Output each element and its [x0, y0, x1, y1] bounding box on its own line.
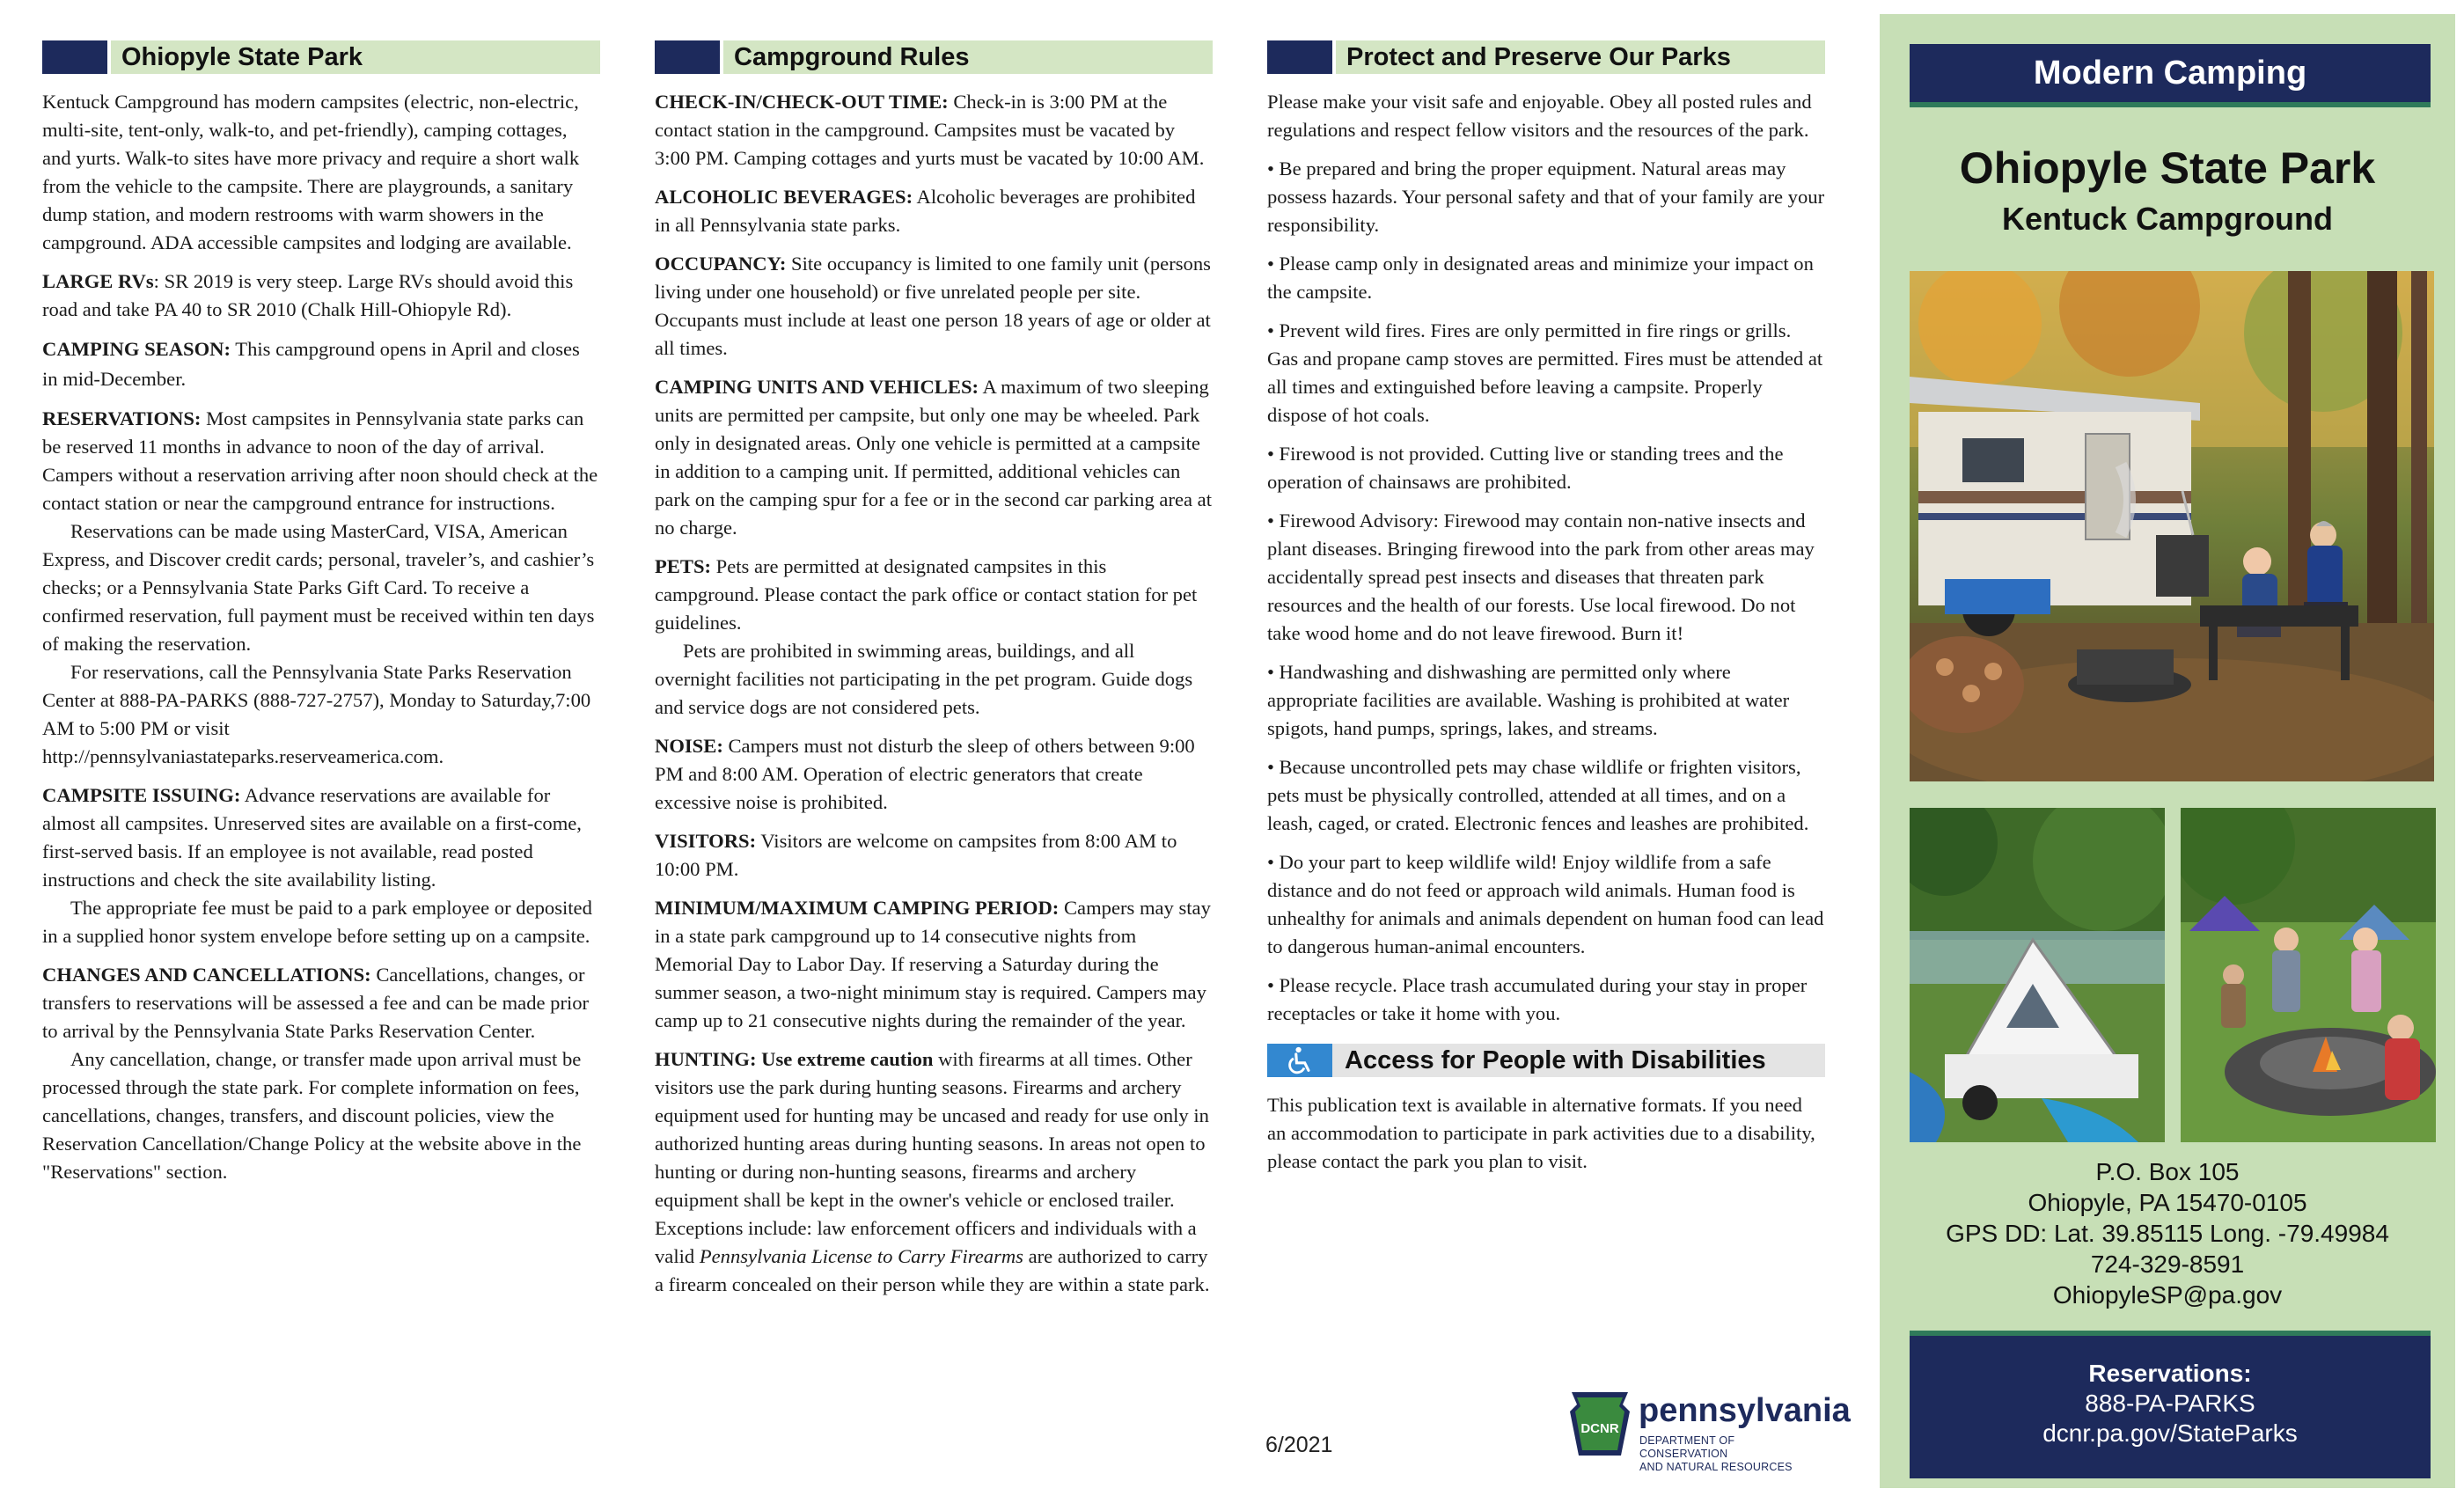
section-title: Protect and Preserve Our Parks	[1346, 42, 1731, 71]
aframe-trailer-photo	[1910, 808, 2165, 1142]
keystone-icon	[1568, 1390, 1632, 1457]
protect-bullet: • Handwashing and dishwashing are permitted only where appropriate facilities are available. Washing is prohibited at water spigots, hand pumps, springs, lakes, and streams.	[1267, 661, 1790, 739]
issuing-paragraph: CAMPSITE ISSUING: Advance reservations are available for almost all campsites. Unreserved sites are available on a first-come, first-served basis. If an employee is not available, read posted instructions and check the site availability listing.	[42, 784, 582, 891]
header-navy-block	[655, 40, 720, 74]
dcnr-logo	[1568, 1390, 1851, 1473]
address-line: P.O. Box 105	[2095, 1158, 2240, 1185]
protect-bullet: • Prevent wild fires. Fires are only permitted in fire rings or grills. Gas and propane camp stoves are permitted. Fires must be attended at all times and extinguished before leaving a campsite. Properly dispose of hot coals.	[1267, 319, 1823, 426]
noise-rule: NOISE: Campers must not disturb the sleep of others between 9:00 PM and 8:00 AM. Operation of electric generators that create excessive noise is prohibited.	[655, 735, 1195, 813]
campfire-family-photo	[2181, 808, 2436, 1142]
gps-coordinates: GPS DD: Lat. 39.85115 Long. -79.49984	[1946, 1220, 2389, 1247]
reservations-paragraph: RESERVATIONS: Most campsites in Pennsylvania state parks can be reserved 11 months in advance to noon of the day of arrival. Campers without a reservation arriving after noon should check at the contact station or near the campground entrance for instructions.	[42, 407, 598, 514]
protect-bullet: • Please camp only in designated areas and minimize your impact on the campsite.	[1267, 253, 1814, 303]
pets-rule: PETS: Pets are permitted at designated campsites in this campground. Please contact the park office or contact station for pet guidelines.	[655, 555, 1198, 634]
issuing-fee-paragraph: The appropriate fee must be paid to a park employee or deposited in a supplied honor system envelope before setting up on a campsite.	[42, 897, 592, 947]
cover-panel	[1880, 14, 2455, 1488]
header-navy-block	[1267, 40, 1332, 74]
accessibility-icon	[1267, 1044, 1332, 1077]
reservations-contact-paragraph: For reservations, call the Pennsylvania State Parks Reservation Center at 888-PA-PARKS (888-727-2757), Monday to Saturday,7:00 AM to 5:00 PM or visit http://pennsylvaniastateparks.reserveamerica.com.	[42, 661, 591, 767]
reservations-box	[1910, 1331, 2431, 1478]
access-paragraph: This publication text is available in alternative formats. If you need an accommodation to participate in park activities due to a disability, please contact the park you plan to visit.	[1267, 1094, 1815, 1172]
section-title: Access for People with Disabilities	[1345, 1045, 1766, 1074]
park-info-body	[42, 88, 600, 1186]
park-contact-address	[1880, 1156, 2455, 1310]
season-paragraph: CAMPING SEASON: This campground opens in April and closes in mid-December.	[42, 338, 580, 390]
alcohol-rule: ALCOHOLIC BEVERAGES: Alcoholic beverages are prohibited in all Pennsylvania state parks.	[655, 186, 1196, 236]
section-header-park	[42, 40, 600, 74]
period-rule: MINIMUM/MAXIMUM CAMPING PERIOD: Campers may stay in a state park campground up to 14 consecutive nights from Memorial Day to Labor Day. If reserving a Saturday during the summer season, a two-night minimum stay is required. Campers may camp up to 21 consecutive nights during the remainder of the year.	[655, 897, 1211, 1031]
park-title: Ohiopyle State Park	[1959, 143, 2376, 193]
protect-bullet: • Do your part to keep wildlife wild! Enjoy wildlife from a safe distance and do not feed or approach wild animals. Human food is unhealthy for animals and animals dependent on human food can lead to dangerous human-animal encounters.	[1267, 851, 1824, 957]
phone-number: 724-329-8591	[2090, 1250, 2245, 1278]
section-title: Campground Rules	[734, 42, 970, 71]
campground-subtitle: Kentuck Campground	[2001, 201, 2333, 237]
protect-body	[1267, 88, 1825, 1028]
section-header-access	[1267, 1044, 1825, 1077]
reservations-payment-paragraph: Reservations can be made using MasterCard, VISA, American Express, and Discover credit cards; personal, traveler’s, and cashier’s checks; or a Pennsylvania State Parks Gift Card. To receive a confirmed reservation, full payment must be received within ten days of making the reservation.	[42, 520, 595, 655]
header-navy-block	[42, 40, 107, 74]
protect-bullet: • Firewood is not provided. Cutting live or standing trees and the operation of chainsaws are prohibited.	[1267, 443, 1784, 493]
intro-paragraph: Kentuck Campground has modern campsites (electric, non-electric, multi-site, tent-only, walk-to, and pet-friendly), camping cottages, and yurts. Walk-to sites have more privacy and require a short walk from the vehicle to the campsite. There are playgrounds, a sanitary dump station, and modern restrooms with warm showers in the campground. ADA accessible campsites and lodging are available.	[42, 91, 580, 253]
camper-photo	[1910, 271, 2434, 781]
occupancy-rule: OCCUPANCY: Site occupancy is limited to one family unit (persons living under one household) or five unrelated people per site. Occupants must include at least one person 18 years of age or older at all times.	[655, 253, 1211, 359]
protect-bullet: • Firewood Advisory: Firewood may contain non-native insects and plant diseases. Bringing firewood into the park from other areas may accidentally spread pest insects and diseases that threaten park resources and the health of our forests. Use local firewood. Do not take wood home and do not leave firewood. Burn it!	[1267, 510, 1815, 644]
column-park-info	[42, 40, 600, 1197]
hunting-rule: HUNTING: Use extreme caution with firearms at all times. Other visitors use the park during hunting seasons. Firearms and archery equipment used for hunting may be uncased and ready for use only in authorized hunting areas during hunting seasons. In areas not open to hunting or during non-hunting seasons, firearms and archery equipment shall be kept in the owner's vehicle or enclosed trailer. Exceptions include: law enforcement officers and individuals with a valid Pennsylvania License to Carry Firearms are authorized to carry a firearm concealed on their person while they are within a state park.	[655, 1048, 1210, 1295]
column-campground-rules	[655, 40, 1213, 1309]
access-body	[1267, 1091, 1825, 1176]
protect-intro: Please make your visit safe and enjoyable. Obey all posted rules and regulations and respect fellow visitors and the resources of the park.	[1267, 91, 1812, 141]
protect-bullet: • Please recycle. Place trash accumulated during your stay in proper receptacles or take it home with you.	[1267, 974, 1808, 1024]
section-header-rules	[655, 40, 1213, 74]
pennsylvania-wordmark: pennsylvania	[1639, 1392, 1851, 1429]
rules-body	[655, 88, 1213, 1299]
pets-prohibited-paragraph: Pets are prohibited in swimming areas, buildings, and all overnight facilities not participating in the pet program. Guide dogs and service dogs are not considered pets.	[655, 640, 1193, 718]
column-protect-parks	[1267, 40, 1825, 1186]
section-title: Ohiopyle State Park	[121, 42, 363, 71]
protect-bullet: • Be prepared and bring the proper equipment. Natural areas may possess hazards. Your personal safety and that of your family are your responsibility.	[1267, 158, 1825, 236]
changes-paragraph: CHANGES AND CANCELLATIONS: Cancellations, changes, or transfers to reservations will be assessed a fee and can be made prior to arrival by the Pennsylvania State Parks Reservation Center.	[42, 964, 590, 1042]
address-line: Ohiopyle, PA 15470-0105	[2028, 1189, 2307, 1216]
reservations-website[interactable]: dcnr.pa.gov/StateParks	[2042, 1419, 2298, 1447]
department-name: DEPARTMENT OF CONSERVATION AND NATURAL RESOURCES	[1639, 1434, 1793, 1473]
large-rvs-paragraph: LARGE RVs: SR 2019 is very steep. Large RVs should avoid this road and take PA 40 to SR 2010 (Chalk Hill-Ohiopyle Rd).	[42, 270, 574, 320]
protect-bullet: • Because uncontrolled pets may chase wildlife or frighten visitors, pets must be physically controlled, attended at all times, and on a leash, caged, or crated. Electronic fences and leashes are prohibited.	[1267, 756, 1809, 834]
email-address[interactable]: OhiopyleSP@pa.gov	[2052, 1281, 2283, 1309]
reservations-phone: 888-PA-PARKS	[2085, 1390, 2255, 1417]
modern-camping-banner: Modern Camping	[1910, 44, 2431, 107]
section-header-protect	[1267, 40, 1825, 74]
visitors-rule: VISITORS: Visitors are welcome on campsites from 8:00 AM to 10:00 PM.	[655, 830, 1177, 880]
checkin-rule: CHECK-IN/CHECK-OUT TIME: Check-in is 3:00 PM at the contact station in the campground. Campsites must be vacated by 3:00 PM. Camping cottages and yurts must be vacated by 10:00 AM.	[655, 91, 1205, 169]
publication-date: 6/2021	[1265, 1433, 1333, 1457]
svg-text:DCNR: DCNR	[1580, 1421, 1619, 1436]
units-rule: CAMPING UNITS AND VEHICLES: A maximum of two sleeping units are permitted per campsite, but only one may be wheeled. Park only in designated areas. Only one vehicle is permitted at a campsite in addition to a camping unit. If permitted, additional vehicles can park on the camping spur for a fee or in the second car parking area at no charge.	[655, 376, 1212, 539]
reservations-label: Reservations:	[2088, 1360, 2252, 1387]
changes-policy-paragraph: Any cancellation, change, or transfer made upon arrival must be processed through the state park. For complete information on fees, cancellations, changes, transfers, and discount policies, view the Reservation Cancellation/Change Policy at the website above in the "Reservations" section.	[42, 1048, 582, 1183]
